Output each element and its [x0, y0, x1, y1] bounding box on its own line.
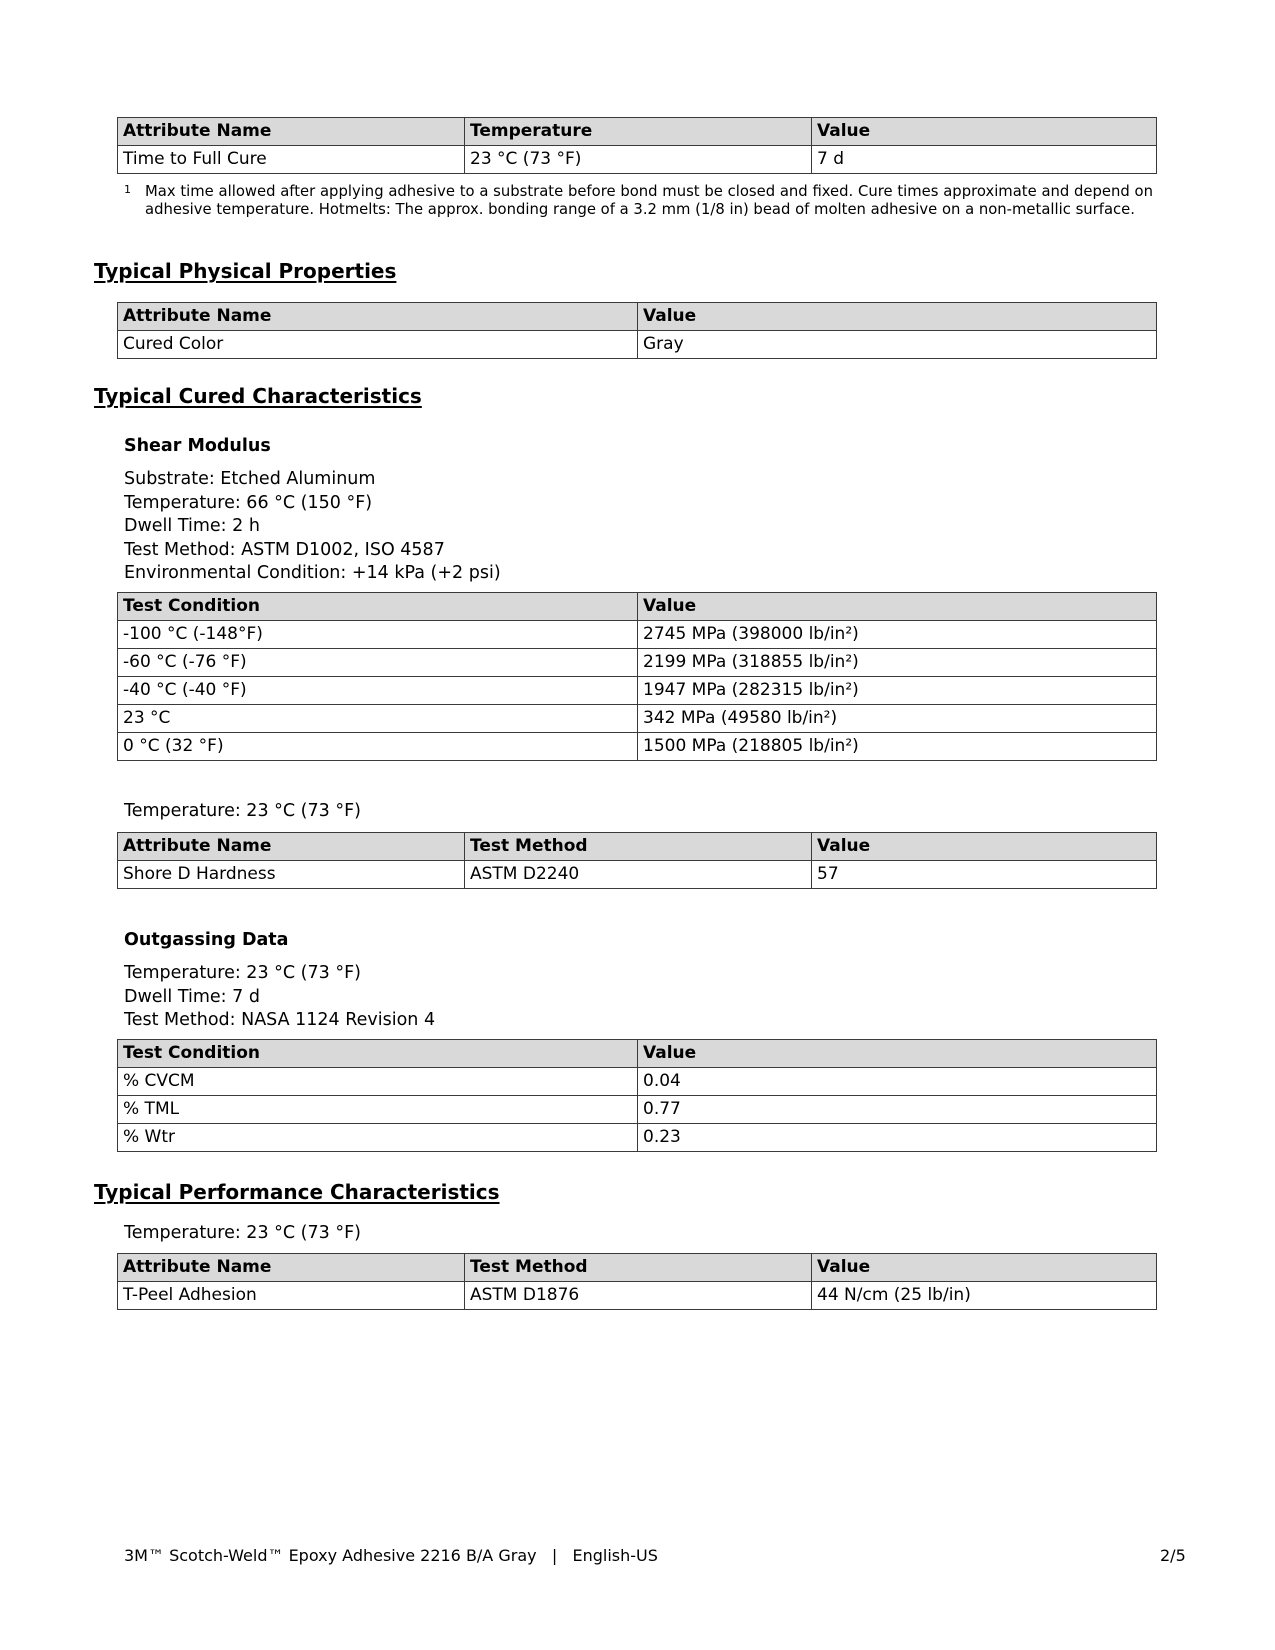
cell-value: Gray	[638, 331, 1157, 359]
cell-test-method: ASTM D1876	[465, 1282, 812, 1310]
cell-condition: % CVCM	[118, 1068, 638, 1096]
section-heading-physical: Typical Physical Properties	[94, 259, 397, 283]
cell-value: 1500 MPa (218805 lb/in²)	[638, 733, 1157, 761]
table-row	[118, 146, 1157, 174]
cell-value: 44 N/cm (25 lb/in)	[812, 1282, 1157, 1310]
footer-page-number: 2/5	[1160, 1546, 1186, 1565]
table-header-row	[118, 833, 1157, 861]
header-value: Value	[812, 833, 1157, 861]
cell-value: 1947 MPa (282315 lb/in²)	[638, 677, 1157, 705]
condition-environment: Environmental Condition: +14 kPa (+2 psi)	[124, 563, 501, 583]
header-test-condition: Test Condition	[118, 593, 638, 621]
header-value: Value	[638, 1040, 1157, 1068]
cell-condition: % TML	[118, 1096, 638, 1124]
header-test-condition: Test Condition	[118, 1040, 638, 1068]
cell-value: 2745 MPa (398000 lb/in²)	[638, 621, 1157, 649]
performance-condition: Temperature: 23 °C (73 °F)	[124, 1223, 361, 1243]
table-row	[118, 1282, 1157, 1310]
footnote-marker: 1	[124, 183, 131, 196]
table-header-row	[118, 1040, 1157, 1068]
cell-condition: 0 °C (32 °F)	[118, 733, 638, 761]
header-value: Value	[638, 593, 1157, 621]
header-attribute-name: Attribute Name	[118, 1254, 465, 1282]
outgassing-test-method: Test Method: NASA 1124 Revision 4	[124, 1010, 436, 1030]
cell-attribute: Time to Full Cure	[118, 146, 465, 174]
cell-condition: -40 °C (-40 °F)	[118, 677, 638, 705]
outgassing-dwell-time: Dwell Time: 7 d	[124, 986, 260, 1007]
cell-value: 7 d	[812, 146, 1157, 174]
section-heading-cured: Typical Cured Characteristics	[94, 384, 422, 408]
table-row	[118, 705, 1157, 733]
cell-value: 342 MPa (49580 lb/in²)	[638, 705, 1157, 733]
hardness-condition: Temperature: 23 °C (73 °F)	[124, 801, 361, 821]
cell-condition: -60 °C (-76 °F)	[118, 649, 638, 677]
cell-test-method: ASTM D2240	[465, 861, 812, 889]
cure-time-table	[117, 117, 1157, 174]
table-row	[118, 1068, 1157, 1096]
header-attribute-name: Attribute Name	[118, 118, 465, 146]
condition-test-method: Test Method: ASTM D1002, ISO 4587	[124, 539, 445, 560]
physical-properties-table	[117, 302, 1157, 359]
header-value: Value	[812, 118, 1157, 146]
table-header-row	[118, 1254, 1157, 1282]
cell-condition: % Wtr	[118, 1124, 638, 1152]
table-row	[118, 733, 1157, 761]
table-row	[118, 1096, 1157, 1124]
shear-modulus-table	[117, 592, 1157, 761]
cell-attribute: T-Peel Adhesion	[118, 1282, 465, 1310]
table-header-row	[118, 118, 1157, 146]
cell-value: 0.04	[638, 1068, 1157, 1096]
header-test-method: Test Method	[465, 833, 812, 861]
table-row	[118, 331, 1157, 359]
table-header-row	[118, 593, 1157, 621]
subheading-shear-modulus: Shear Modulus	[124, 436, 271, 456]
header-attribute-name: Attribute Name	[118, 303, 638, 331]
cell-temperature: 23 °C (73 °F)	[465, 146, 812, 174]
cell-value: 0.77	[638, 1096, 1157, 1124]
condition-dwell-time: Dwell Time: 2 h	[124, 516, 260, 536]
header-value: Value	[638, 303, 1157, 331]
cell-attribute: Cured Color	[118, 331, 638, 359]
cell-value: 2199 MPa (318855 lb/in²)	[638, 649, 1157, 677]
performance-table	[117, 1253, 1157, 1310]
table-header-row	[118, 303, 1157, 331]
header-attribute-name: Attribute Name	[118, 833, 465, 861]
header-test-method: Test Method	[465, 1254, 812, 1282]
section-heading-performance: Typical Performance Characteristics	[94, 1180, 500, 1204]
cell-value: 57	[812, 861, 1157, 889]
outgassing-temperature: Temperature: 23 °C (73 °F)	[124, 963, 361, 983]
header-temperature: Temperature	[465, 118, 812, 146]
table-row	[118, 677, 1157, 705]
cell-value: 0.23	[638, 1124, 1157, 1152]
cell-condition: 23 °C	[118, 705, 638, 733]
table-row	[118, 649, 1157, 677]
table-row	[118, 1124, 1157, 1152]
hardness-table	[117, 832, 1157, 889]
footer-product-name: 3M™ Scotch-Weld™ Epoxy Adhesive 2216 B/A Gray | English-US	[124, 1546, 658, 1565]
condition-temperature: Temperature: 66 °C (150 °F)	[124, 492, 373, 513]
table-row	[118, 861, 1157, 889]
header-value: Value	[812, 1254, 1157, 1282]
cell-condition: -100 °C (-148°F)	[118, 621, 638, 649]
cell-attribute: Shore D Hardness	[118, 861, 465, 889]
outgassing-table	[117, 1039, 1157, 1152]
table-row	[118, 621, 1157, 649]
condition-substrate: Substrate: Etched Aluminum	[124, 469, 376, 489]
footnote-text: Max time allowed after applying adhesive to a substrate before bond must be closed and fixed. Cure times approximate and depend on adhesive temperature. Hotmelts: The approx. bonding range of a 3.2 mm (1/8 in) bead of molten adhesive on a non-metallic surface.	[145, 183, 1153, 218]
subheading-outgassing: Outgassing Data	[124, 930, 289, 950]
